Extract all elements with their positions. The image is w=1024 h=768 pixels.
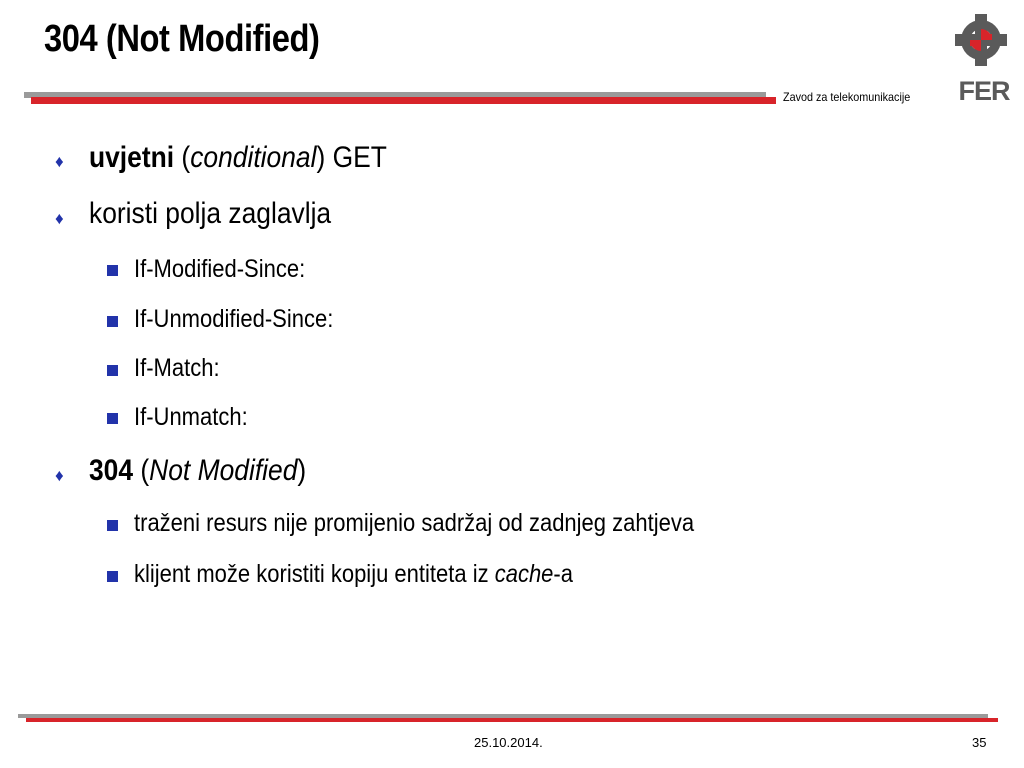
bullet-2-sub-4: If-Unmatch: (134, 403, 248, 431)
bullet-1-close: ) GET (316, 141, 387, 174)
square-bullet-icon (107, 571, 118, 582)
slide-title: 304 (Not Modified) (44, 18, 320, 60)
bullet-3-bold: 304 (89, 454, 134, 487)
bullet-3-sub-2 (134, 560, 573, 589)
bullet-1-bold: uvjetni (89, 141, 175, 174)
bullet-3-sub-2-text: klijent može koristiti kopiju entiteta iz (134, 560, 495, 588)
square-bullet-icon (107, 265, 118, 276)
bullet-3-sub-2-italic: cache (494, 560, 554, 588)
bullet-3-sub-2-suffix: -a (553, 560, 573, 588)
bullet-2-sub-3: If-Match: (134, 354, 220, 382)
square-bullet-icon (107, 520, 118, 531)
bullet-3-close: ) (297, 454, 307, 487)
bullet-2: koristi polja zaglavlja (89, 197, 332, 230)
fer-logo-text: FER (958, 76, 1010, 105)
bullet-diamond-icon: ♦ (55, 209, 64, 228)
department-label: Zavod za telekomunikacije (783, 90, 911, 104)
footer-date: 25.10.2014. (474, 735, 543, 750)
bullet-2-sub-1: If-Modified-Since: (134, 255, 306, 283)
square-bullet-icon (107, 365, 118, 376)
bullet-diamond-icon: ♦ (55, 466, 64, 485)
bullet-1 (89, 141, 387, 175)
bullet-1-italic: conditional (190, 141, 317, 174)
footer-rule-red (26, 718, 998, 722)
bullet-1-open: ( (174, 141, 191, 174)
bullet-3-sub-1: traženi resurs nije promijenio sadržaj od zadnjeg zahtjeva (134, 509, 695, 537)
square-bullet-icon (107, 316, 118, 327)
bullet-2-sub-2: If-Unmodified-Since: (134, 305, 334, 333)
bullet-diamond-icon: ♦ (55, 152, 64, 171)
bullet-3-open: ( (133, 454, 150, 487)
square-bullet-icon (107, 413, 118, 424)
bullet-3-italic: Not Modified (149, 454, 298, 487)
page-number: 35 (972, 735, 987, 750)
bullet-3 (89, 454, 306, 488)
